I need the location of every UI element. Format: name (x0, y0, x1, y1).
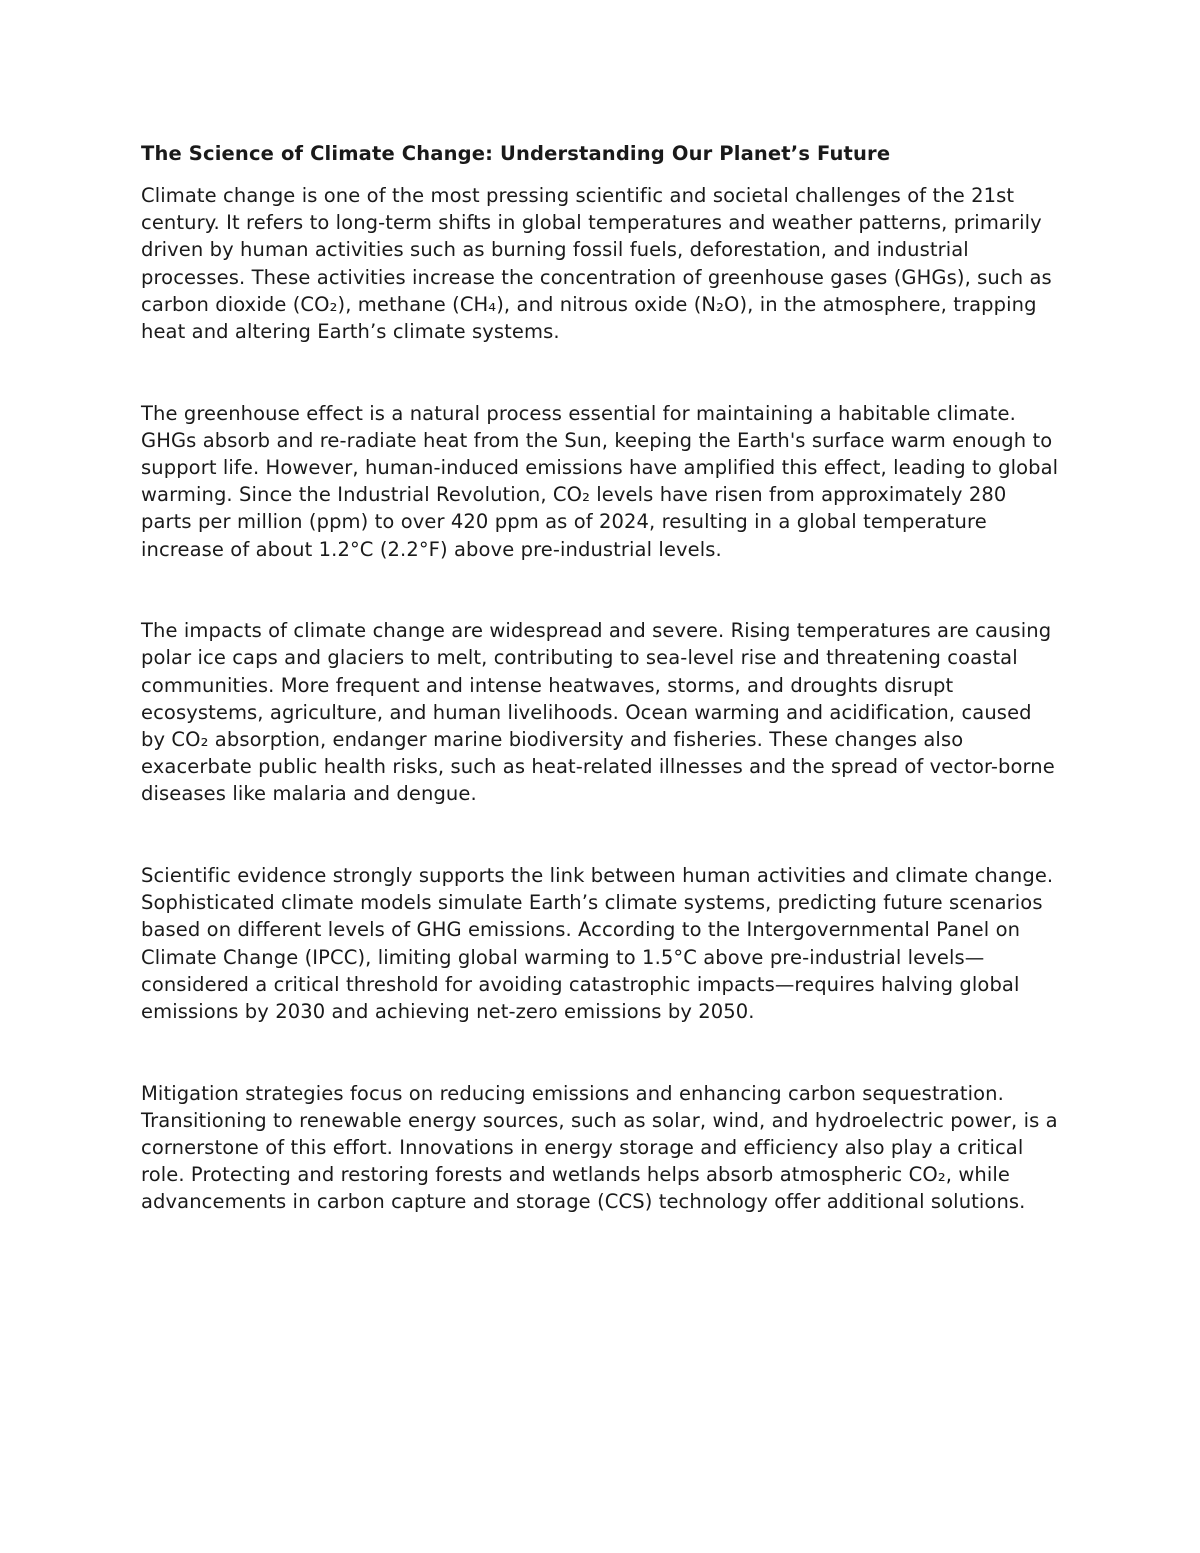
paragraph-greenhouse-effect: The greenhouse effect is a natural process essential for maintaining a habitable climate. GHGs absorb and re-radiate heat from the Sun, keeping the Earth's surface warm enough to support life. However, human-induced emissions have amplified this effect, leading to global warming. Since the Industrial Revolution, CO₂ levels have risen from approximately 280 parts per million (ppm) to over 420 ppm as of 2024, resulting in a global temperature increase of about 1.2°C (2.2°F) above pre-industrial levels. (141, 401, 1059, 561)
document-body (141, 139, 1061, 1216)
document-title: The Science of Climate Change: Understanding Our Planet’s Future (141, 142, 891, 165)
paragraph-scientific-evidence: Scientific evidence strongly supports the link between human activities and climate change. Sophisticated climate models simulate Earth’s climate systems, predicting future scenarios based on different levels of GHG emissions. According to the Intergovernmental Panel on Climate Change (IPCC), limiting global warming to 1.5°C above pre-industrial levels—considered a critical threshold for avoiding catastrophic impacts—requires halving global emissions by 2030 and achieving net-zero emissions by 2050. (141, 864, 1054, 1024)
paragraph-impacts: The impacts of climate change are widespread and severe. Rising temperatures are causing polar ice caps and glaciers to melt, contributing to sea-level rise and threatening coastal communities. More frequent and intense heatwaves, storms, and droughts disrupt ecosystems, agriculture, and human livelihoods. Ocean warming and acidification, caused by CO₂ absorption, endanger marine biodiversity and fisheries. These changes also exacerbate public health risks, such as heat-related illnesses and the spread of vector-borne diseases like malaria and dengue. (141, 619, 1055, 806)
paragraph-mitigation: Mitigation strategies focus on reducing emissions and enhancing carbon sequestration. Transitioning to renewable energy sources, such as solar, wind, and hydroelectric power, is a cornerstone of this effort. Innovations in energy storage and efficiency also play a critical role. Protecting and restoring forests and wetlands helps absorb atmospheric CO₂, while advancements in carbon capture and storage (CCS) technology offer additional solutions. (141, 1081, 1058, 1214)
paragraph-introduction: Climate change is one of the most pressing scientific and societal challenges of the 21st century. It refers to long-term shifts in global temperatures and weather patterns, primarily driven by human activities such as burning fossil fuels, deforestation, and industrial processes. These activities increase the concentration of greenhouse gases (GHGs), such as carbon dioxide (CO₂), methane (CH₄), and nitrous oxide (N₂O), in the atmosphere, trapping heat and altering Earth’s climate systems. (141, 184, 1052, 344)
